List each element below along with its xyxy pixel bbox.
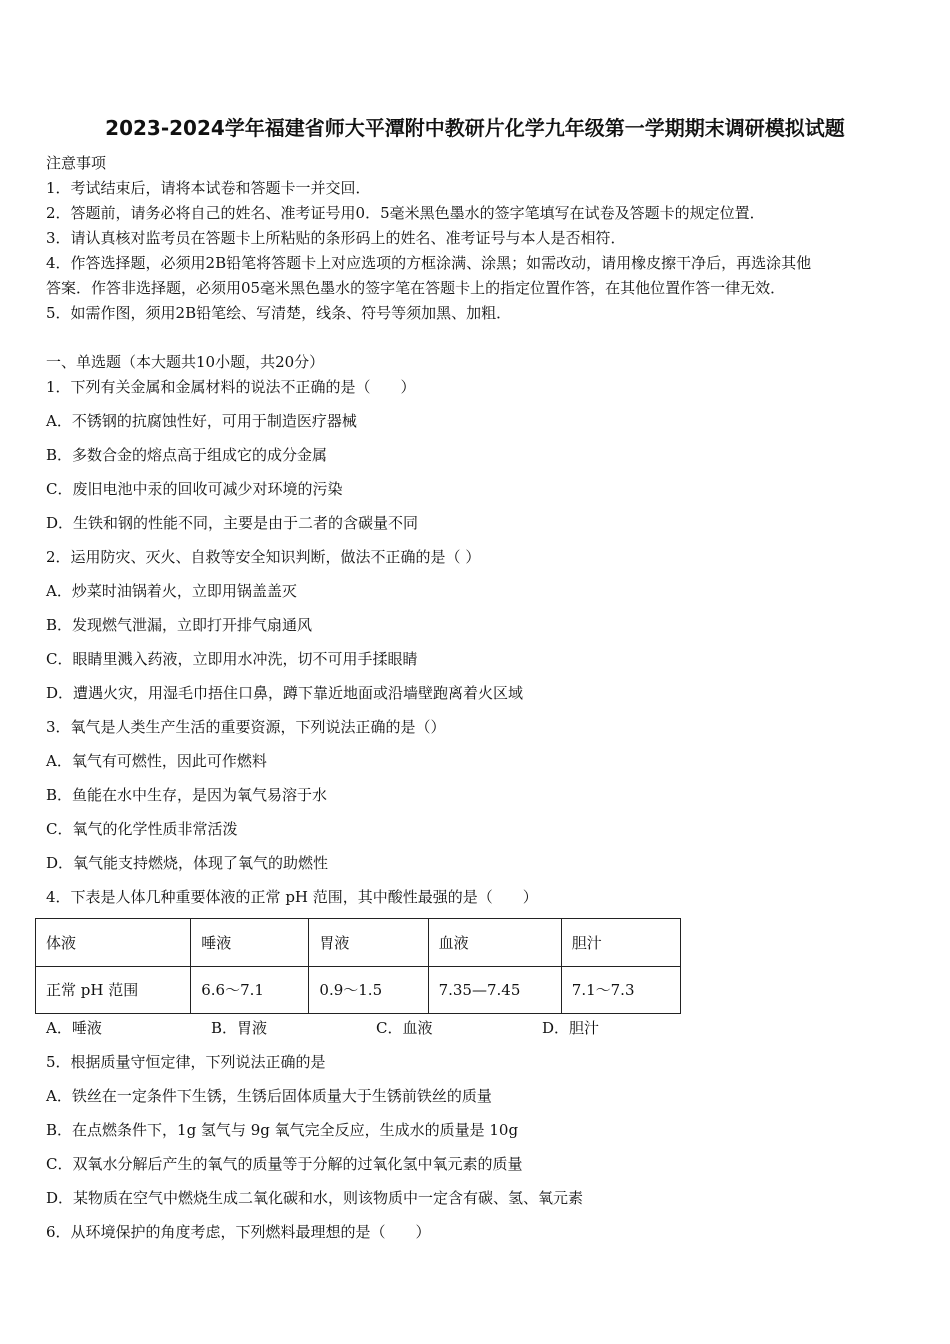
question-1-option-d[interactable]: D．生铁和钢的性能不同，主要是由于二者的含碳量不同 xyxy=(46,514,419,532)
table-header-cell: 唾液 xyxy=(191,919,309,967)
table-header-cell: 胃液 xyxy=(309,919,428,967)
question-3-option-b[interactable]: B．鱼能在水中生存，是因为氧气易溶于水 xyxy=(46,786,328,804)
page-title: 2023-2024学年福建省师大平潭附中教研片化学九年级第一学期期末调研模拟试题 xyxy=(105,116,845,140)
question-1-stem: 1．下列有关金属和金属材料的说法不正确的是（ ） xyxy=(46,378,416,396)
notice-item: 3．请认真核对监考员在答题卡上所粘贴的条形码上的姓名、准考证号与本人是否相符． xyxy=(46,229,626,247)
section-heading: 一、单选题（本大题共10小题，共20分） xyxy=(46,353,325,371)
question-2-option-b[interactable]: B．发现燃气泄漏，立即打开排气扇通风 xyxy=(46,616,313,634)
question-2-option-d[interactable]: D．遭遇火灾，用湿毛巾捂住口鼻，蹲下靠近地面或沿墙壁跑离着火区域 xyxy=(46,684,524,702)
question-4-stem: 4．下表是人体几种重要体液的正常 pH 范围，其中酸性最强的是（ ） xyxy=(46,888,538,906)
ph-table xyxy=(35,918,681,1014)
question-5-option-a[interactable]: A．铁丝在一定条件下生锈，生锈后固体质量大于生锈前铁丝的质量 xyxy=(46,1087,492,1105)
notice-item: 1．考试结束后，请将本试卷和答题卡一并交回． xyxy=(46,179,371,197)
notice-item: 5．如需作图，须用2B铅笔绘、写清楚，线条、符号等须加黑、加粗． xyxy=(46,304,512,322)
question-3-option-a[interactable]: A．氧气有可燃性，因此可作燃料 xyxy=(46,752,267,770)
notice-heading: 注意事项 xyxy=(46,154,107,172)
question-2-option-a[interactable]: A．炒菜时油锅着火，立即用锅盖盖灭 xyxy=(46,582,297,600)
question-1-option-c[interactable]: C．废旧电池中汞的回收可减少对环境的污染 xyxy=(46,480,343,498)
table-cell: 7.1～7.3 xyxy=(561,966,680,1014)
table-header-cell: 体液 xyxy=(36,919,191,967)
question-3-stem: 3．氧气是人类生产生活的重要资源，下列说法正确的是（） xyxy=(46,718,446,736)
question-5-option-c[interactable]: C．双氧水分解后产生的氧气的质量等于分解的过氧化氢中氧元素的质量 xyxy=(46,1155,523,1173)
question-1-option-b[interactable]: B．多数合金的熔点高于组成它的成分金属 xyxy=(46,446,328,464)
table-header-cell: 胆汁 xyxy=(561,919,680,967)
notice-item: 答案．作答非选择题，必须用05毫米黑色墨水的签字笔在答题卡上的指定位置作答，在其他位置作答一律无效． xyxy=(46,279,786,297)
question-4-option-d[interactable]: D．胆汁 xyxy=(542,1019,600,1037)
question-5-option-b[interactable]: B．在点燃条件下，1g 氢气与 9g 氧气完全反应，生成水的质量是 10g xyxy=(46,1121,519,1139)
table-cell: 7.35—7.45 xyxy=(428,966,561,1014)
question-2-option-c[interactable]: C．眼睛里溅入药液，立即用水冲洗，切不可用手揉眼睛 xyxy=(46,650,418,668)
table-cell: 0.9～1.5 xyxy=(309,966,428,1014)
question-1-option-a[interactable]: A．不锈钢的抗腐蚀性好，可用于制造医疗器械 xyxy=(46,412,357,430)
question-4-option-b[interactable]: B．胃液 xyxy=(211,1019,268,1037)
table-cell: 6.6～7.1 xyxy=(191,966,309,1014)
notice-item: 2．答题前，请务必将自己的姓名、准考证号用0．5毫米黑色墨水的签字笔填写在试卷及答题卡的规定位置． xyxy=(46,204,765,222)
question-3-option-d[interactable]: D．氧气能支持燃烧，体现了氧气的助燃性 xyxy=(46,854,329,872)
table-row xyxy=(36,966,681,1014)
question-2-stem: 2．运用防灾、灭火、自救等安全知识判断，做法不正确的是（ ） xyxy=(46,548,481,566)
table-cell: 正常 pH 范围 xyxy=(36,966,191,1014)
question-6-stem: 6．从环境保护的角度考虑，下列燃料最理想的是（ ） xyxy=(46,1223,431,1241)
table-row xyxy=(36,919,681,967)
question-3-option-c[interactable]: C．氧气的化学性质非常活泼 xyxy=(46,820,238,838)
question-4-option-a[interactable]: A．唾液 xyxy=(46,1019,102,1037)
question-5-option-d[interactable]: D．某物质在空气中燃烧生成二氧化碳和水，则该物质中一定含有碳、氢、氧元素 xyxy=(46,1189,584,1207)
question-4-options xyxy=(46,1017,666,1037)
notice-item: 4．作答选择题，必须用2B铅笔将答题卡上对应选项的方框涂满、涂黑；如需改动，请用橡皮擦干净后，再选涂其他 xyxy=(46,254,812,272)
question-4-option-c[interactable]: C．血液 xyxy=(376,1019,433,1037)
table-header-cell: 血液 xyxy=(428,919,561,967)
question-5-stem: 5．根据质量守恒定律，下列说法正确的是 xyxy=(46,1053,326,1071)
